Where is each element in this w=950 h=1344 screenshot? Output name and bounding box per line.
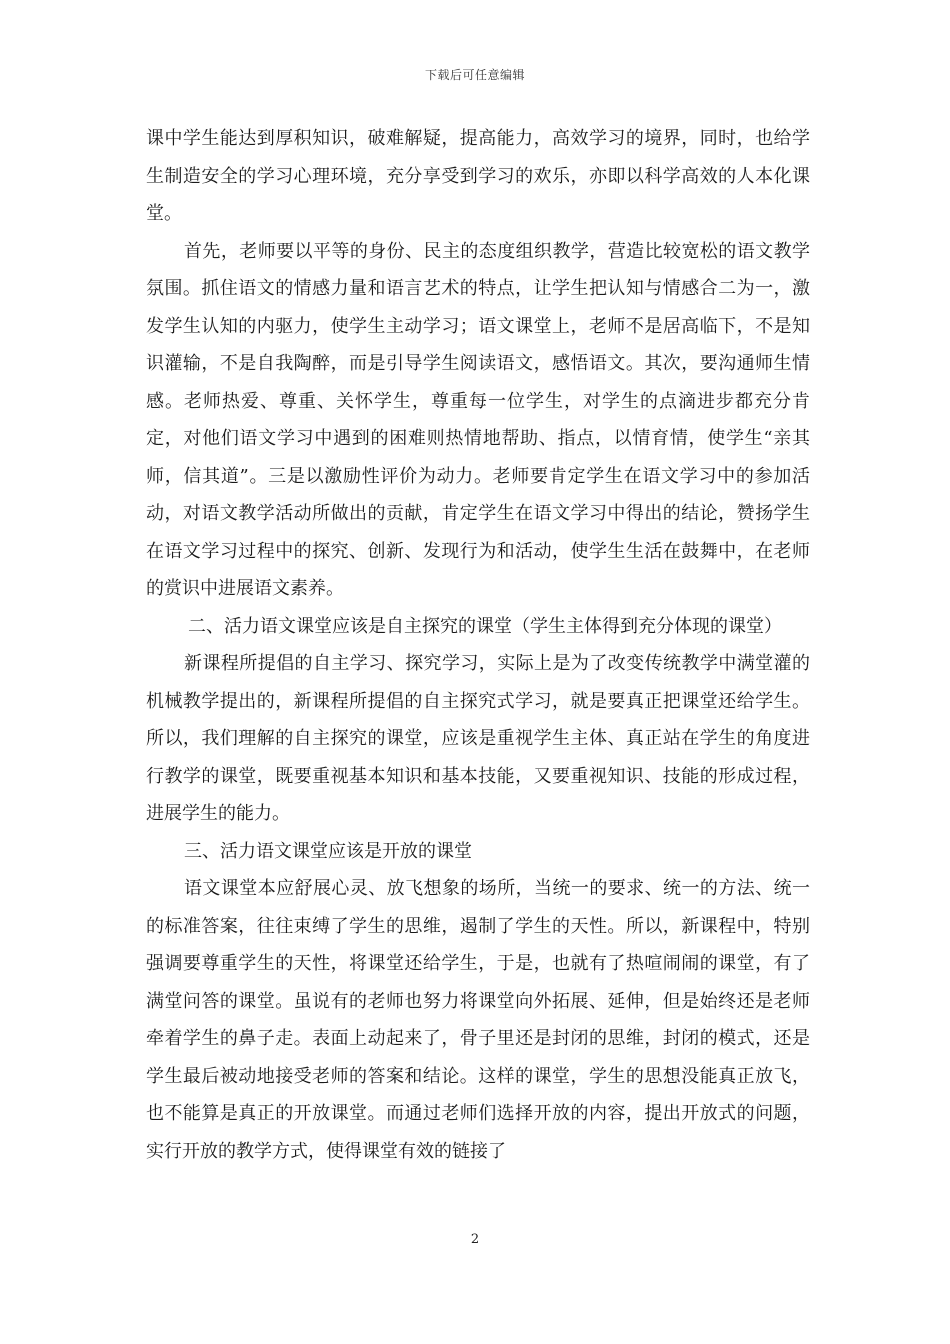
paragraph-continuation: 课中学生能达到厚积知识，破难解疑，提高能力，高效学习的境界，同时，也给学生制造安全的学习心理环境，充分享受到学习的欢乐，亦即以科学高效的人本化课堂。 (146, 128, 810, 224)
paragraph-autonomous-inquiry: 新课程所提倡的自主学习、探究学习，实际上是为了改变传统教学中满堂灌的机械教学提出的，新课程所提倡的自主探究式学习，就是要真正把课堂还给学生。所以，我们理解的自主探究的课堂，应该是重视学生主体、真正站在学生的角度进行教学的课堂，既要重视基本知识和基本技能，又要重视知识、技能的形成过程，进展学生的能力。 (146, 653, 810, 824)
paragraph-teacher-attitude: 首先，老师要以平等的身份、民主的态度组织教学，营造比较宽松的语文教学氛围。抓住语文的情感力量和语言艺术的特点，让学生把认知与情感合二为一，激发学生认知的内驱力，使学生主动学习；语文课堂上，老师不是居高临下，不是知识灌输，不是自我陶醉，而是引导学生阅读语文，感悟语文。其次，要沟通师生情感。老师热爱、尊重、关怀学生，尊重每一位学生，对学生的点滴进步都充分肯定，对他们语文学习中遇到的困难则热情地帮助、指点，以情育情，使学生“亲其师，信其道”。三是以激励性评价为动力。老师要肯定学生在语文学习中的参加活动，对语文教学活动所做出的贡献，肯定学生在语文学习中得出的结论，赞扬学生在语文学习过程中的探究、创新、发现行为和活动，使学生生活在鼓舞中，在老师的赏识中进展语文素养。 (146, 240, 810, 599)
section-heading-open-classroom: 三、活力语文课堂应该是开放的课堂 (184, 840, 472, 862)
document-body (146, 120, 810, 1170)
page-header: 下载后可任意编辑 (424, 68, 525, 82)
page-number: 2 (470, 1232, 480, 1247)
paragraph-open-classroom: 语文课堂本应舒展心灵、放飞想象的场所，当统一的要求、统一的方法、统一的标准答案，往往束缚了学生的思维，遏制了学生的天性。所以，新课程中，特别强调要尊重学生的天性，将课堂还给学生，于是，也就有了热喧闹闹的课堂，有了满堂问答的课堂。虽说有的老师也努力将课堂向外拓展、延伸，但是始终还是老师牵着学生的鼻子走。表面上动起来了，骨子里还是封闭的思维，封闭的模式，还是学生最后被动地接受老师的答案和结论。这样的课堂，学生的思想没能真正放飞，也不能算是真正的开放课堂。而通过老师们选择开放的内容，提出开放式的问题，实行开放的教学方式，使得课堂有效的链接了 (146, 878, 810, 1162)
section-heading-autonomous-inquiry: 二、活力语文课堂应该是自主探究的课堂（学生主体得到充分体现的课堂） (188, 615, 782, 637)
